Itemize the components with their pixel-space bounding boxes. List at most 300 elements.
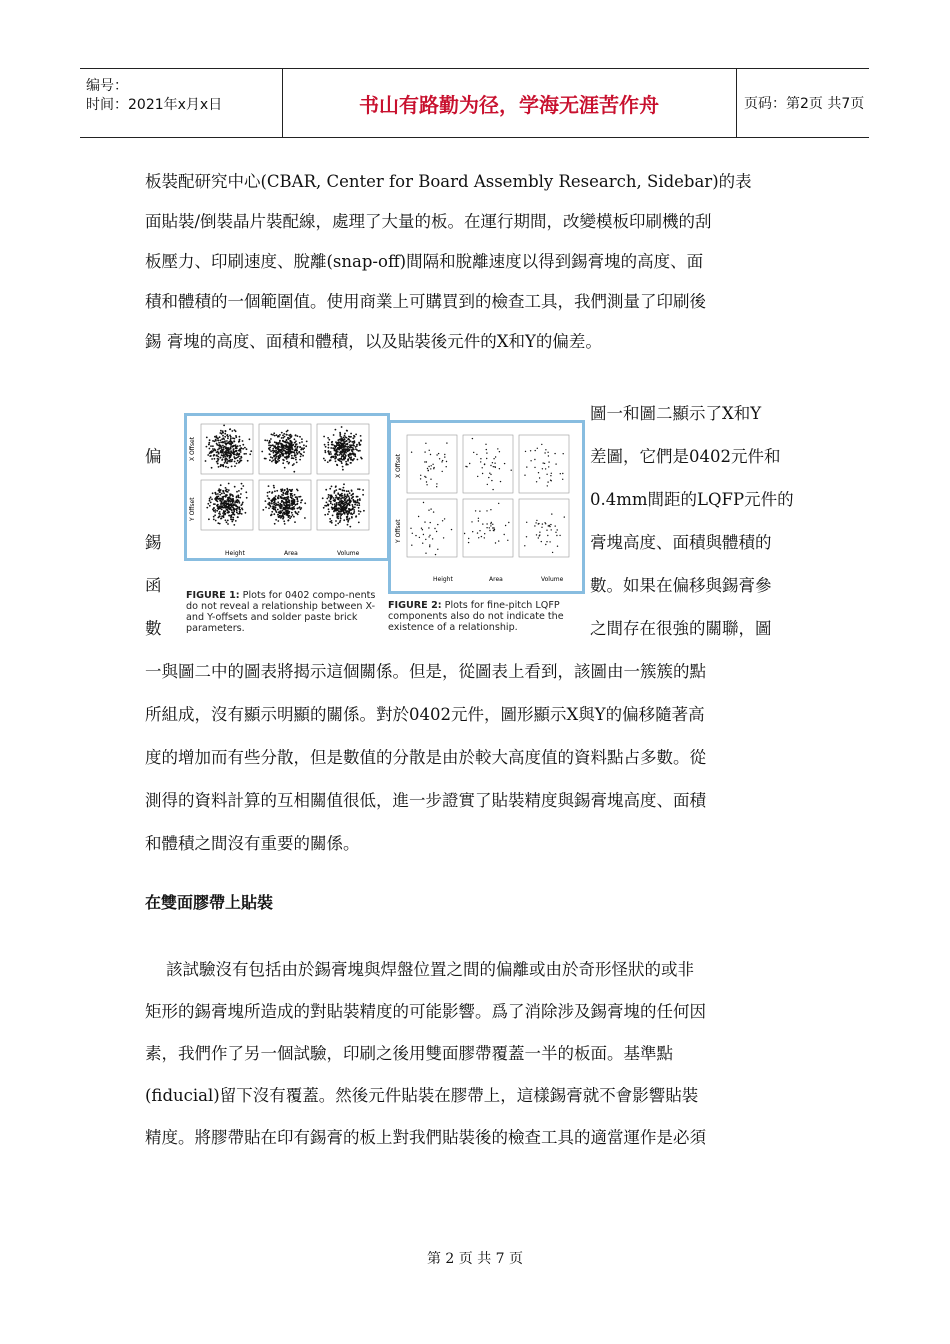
scatter-point xyxy=(214,514,216,516)
scatter-point xyxy=(545,544,546,545)
scatter-point xyxy=(358,504,360,506)
scatter-point xyxy=(274,435,276,437)
scatter-point xyxy=(240,493,242,495)
scatter-point xyxy=(289,500,291,502)
scatter-point xyxy=(231,430,233,432)
scatter-point xyxy=(223,492,225,494)
scatter-point xyxy=(285,507,287,509)
scatter-point xyxy=(288,455,290,457)
scatter-point xyxy=(242,502,244,504)
scatter-point xyxy=(237,516,239,518)
scatter-point xyxy=(287,457,289,459)
scatter-point xyxy=(292,514,294,516)
scatter-point xyxy=(344,438,346,440)
para1-line: 板壓力、印刷速度、脫離(snap-off)間隔和脫離速度以得到錫膏塊的高度、面 xyxy=(145,252,704,271)
scatter-point xyxy=(304,502,306,504)
scatter-point xyxy=(491,522,492,523)
page-info: 页码：第2页 共7页 xyxy=(744,96,865,112)
scatter-point xyxy=(347,444,349,446)
scatter-point xyxy=(350,436,352,438)
scatter-point xyxy=(295,448,297,450)
scatter-point xyxy=(477,532,478,533)
scatter-point xyxy=(240,504,242,506)
scatter-point xyxy=(436,454,437,455)
scatter-point xyxy=(420,475,421,476)
scatter-point xyxy=(546,474,547,475)
scatter-point xyxy=(336,516,338,518)
scatter-point xyxy=(295,444,297,446)
scatter-point xyxy=(286,458,288,460)
scatter-point xyxy=(538,537,539,538)
scatter-point xyxy=(427,468,428,469)
scatter-point xyxy=(230,515,232,517)
scatter-point xyxy=(293,502,295,504)
scatter-point xyxy=(275,519,277,521)
scatter-point xyxy=(430,454,431,455)
scatter-point xyxy=(341,443,343,445)
scatter-point xyxy=(434,528,435,529)
scatter-point xyxy=(227,442,229,444)
scatter-point xyxy=(544,452,545,453)
scatter-point xyxy=(499,468,500,469)
scatter-point xyxy=(227,520,229,522)
scatter-point xyxy=(481,536,482,537)
scatter-point xyxy=(492,527,493,528)
scatter-panel xyxy=(407,499,457,557)
scatter-point xyxy=(283,504,285,506)
scatter-point xyxy=(343,441,345,443)
scatter-point xyxy=(217,452,219,454)
scatter-point xyxy=(335,507,337,509)
scatter-point xyxy=(299,446,301,448)
scatter-point xyxy=(227,523,229,525)
scatter-point xyxy=(273,508,275,510)
scatter-point xyxy=(242,485,244,487)
scatter-point xyxy=(498,503,499,504)
scatter-point xyxy=(223,456,225,458)
scatter-point xyxy=(347,499,349,501)
scatter-point xyxy=(360,439,362,441)
scatter-point xyxy=(342,469,344,471)
scatter-point xyxy=(238,490,240,492)
scatter-point xyxy=(269,447,271,449)
scatter-point xyxy=(352,451,354,453)
scatter-point xyxy=(223,466,225,468)
scatter-point xyxy=(285,503,287,505)
scatter-point xyxy=(360,444,362,446)
scatter-point xyxy=(486,510,487,511)
scatter-point xyxy=(344,509,346,511)
scatter-panel xyxy=(407,435,457,493)
scatter-point xyxy=(426,481,427,482)
scatter-point xyxy=(208,442,210,444)
scatter-point xyxy=(328,504,330,506)
scatter-point xyxy=(281,510,283,512)
para2-left-char: 函 xyxy=(145,576,162,595)
scatter-point xyxy=(301,441,303,443)
scatter-point xyxy=(215,439,217,441)
scatter-point xyxy=(239,502,241,504)
scatter-point xyxy=(547,535,548,536)
scatter-point xyxy=(341,426,343,428)
scatter-point xyxy=(276,453,278,455)
scatter-point xyxy=(557,546,558,547)
scatter-point xyxy=(280,450,282,452)
scatter-point xyxy=(212,492,214,494)
scatter-point xyxy=(230,508,232,510)
scatter-point xyxy=(230,438,232,440)
scatter-point xyxy=(225,519,227,521)
scatter-point xyxy=(232,519,234,521)
scatter-point xyxy=(240,451,242,453)
scatter-point xyxy=(219,448,221,450)
para3-line: (fiducial)留下沒有覆蓋。然後元件貼裝在膠帶上，這樣錫膏就不會影響貼裝 xyxy=(145,1086,699,1105)
scatter-point xyxy=(429,535,430,536)
scatter-point xyxy=(215,509,217,511)
scatter-point xyxy=(358,442,360,444)
scatter-point xyxy=(345,461,347,463)
scatter-point xyxy=(240,447,242,449)
scatter-point xyxy=(542,468,543,469)
scatter-point xyxy=(468,542,469,543)
scatter-point xyxy=(295,440,297,442)
scatter-point xyxy=(230,450,232,452)
scatter-point xyxy=(341,462,343,464)
para2-left-char: 數 xyxy=(145,619,162,638)
scatter-point xyxy=(236,491,238,493)
scatter-point xyxy=(507,540,508,541)
scatter-point xyxy=(354,504,356,506)
scatter-point xyxy=(359,498,361,500)
scatter-point xyxy=(339,435,341,437)
scatter-point xyxy=(222,442,224,444)
scatter-point xyxy=(225,496,227,498)
scatter-point xyxy=(350,462,352,464)
scatter-point xyxy=(446,466,447,467)
scatter-point xyxy=(551,513,552,514)
scatter-point xyxy=(548,461,549,462)
scatter-point xyxy=(350,433,352,435)
scatter-point xyxy=(334,503,336,505)
scatter-point xyxy=(282,440,284,442)
scatter-point xyxy=(285,510,287,512)
time-label: 时间：2021年x月x日 xyxy=(86,97,223,113)
scatter-point xyxy=(306,441,308,443)
scatter-point xyxy=(329,488,331,490)
scatter-point xyxy=(359,488,361,490)
scatter-point xyxy=(211,467,213,469)
scatter-point xyxy=(267,492,269,494)
scatter-point xyxy=(362,494,364,496)
scatter-point xyxy=(269,453,271,455)
scatter-point xyxy=(269,491,271,493)
scatter-point xyxy=(327,442,329,444)
scatter-point xyxy=(221,438,223,440)
scatter-panel xyxy=(463,435,513,493)
scatter-point xyxy=(228,508,230,510)
scatter-point xyxy=(351,449,353,451)
scatter-point xyxy=(562,473,563,474)
scatter-point xyxy=(358,507,360,509)
scatter-point xyxy=(215,520,217,522)
scatter-point xyxy=(274,523,276,525)
scatter-point xyxy=(342,455,344,457)
scatter-point xyxy=(342,450,344,452)
scatter-point xyxy=(539,535,540,536)
scatter-point xyxy=(213,519,215,521)
scatter-point xyxy=(347,446,349,448)
scatter-point xyxy=(271,445,273,447)
scatter-point xyxy=(234,454,236,456)
scatter-point xyxy=(486,452,487,453)
scatter-point xyxy=(482,467,483,468)
scatter-point xyxy=(296,462,298,464)
scatter-point xyxy=(290,449,292,451)
scatter-point xyxy=(298,451,300,453)
scatter-point xyxy=(303,444,305,446)
scatter-point xyxy=(217,449,219,451)
scatter-point xyxy=(206,446,208,448)
scatter-point xyxy=(220,446,222,448)
scatter-point xyxy=(224,456,226,458)
scatter-point xyxy=(334,445,336,447)
scatter-point xyxy=(220,451,222,453)
scatter-point xyxy=(338,511,340,513)
scatter-point xyxy=(299,436,301,438)
scatter-point xyxy=(333,508,335,510)
scatter-point xyxy=(294,442,296,444)
scatter-point xyxy=(551,473,552,474)
scatter-point xyxy=(269,459,271,461)
scatter-point xyxy=(268,444,270,446)
scatter-point xyxy=(480,461,481,462)
scatter-point xyxy=(286,434,288,436)
scatter-point xyxy=(346,490,348,492)
scatter-point xyxy=(545,468,546,469)
scatter-point xyxy=(547,452,548,453)
scatter-point xyxy=(327,437,329,439)
scatter-point xyxy=(267,495,269,497)
scatter-point xyxy=(541,527,542,528)
scatter-point xyxy=(334,509,336,511)
scatter-point xyxy=(285,513,287,515)
figure-2-caption xyxy=(388,600,588,633)
scatter-point xyxy=(546,541,547,542)
para2-line: 所組成，沒有顯示明顯的關係。對於0402元件，圖形顯示X與Y的偏移隨著高 xyxy=(145,705,705,724)
scatter-point xyxy=(226,508,228,510)
scatter-point xyxy=(344,433,346,435)
scatter-point xyxy=(347,495,349,497)
scatter-point xyxy=(276,447,278,449)
scatter-point xyxy=(211,498,213,500)
scatter-point xyxy=(337,523,339,525)
scatter-point xyxy=(297,435,299,437)
scatter-point xyxy=(552,552,553,553)
scatter-point xyxy=(360,457,362,459)
scatter-point xyxy=(343,505,345,507)
scatter-point xyxy=(225,430,227,432)
number-label: 编号： xyxy=(86,78,128,94)
scatter-point xyxy=(290,434,292,436)
scatter-point xyxy=(343,512,345,514)
scatter-point xyxy=(335,485,337,487)
scatter-point xyxy=(300,508,302,510)
scatter-point xyxy=(343,437,345,439)
scatter-point xyxy=(442,460,443,461)
scatter-point xyxy=(428,466,429,467)
scatter-point xyxy=(429,450,430,451)
scatter-point xyxy=(241,483,243,485)
scatter-point xyxy=(484,537,485,538)
scatter-point xyxy=(548,525,549,526)
scatter-point xyxy=(214,511,216,513)
scatter-point xyxy=(227,448,229,450)
scatter-point xyxy=(446,442,447,443)
scatter-point xyxy=(275,451,277,453)
scatter-point xyxy=(223,510,225,512)
scatter-point xyxy=(286,499,288,501)
figure-1-caption-head: FIGURE 1: xyxy=(186,590,240,601)
scatter-point xyxy=(493,458,494,459)
scatter-point xyxy=(489,527,490,528)
scatter-point xyxy=(425,477,426,478)
scatter-point xyxy=(242,440,244,442)
scatter-point xyxy=(358,510,360,512)
scatter-point xyxy=(424,521,425,522)
scatter-point xyxy=(296,499,298,501)
scatter-point xyxy=(236,446,238,448)
scatter-point xyxy=(231,504,233,506)
scatter-point xyxy=(493,530,494,531)
scatter-point xyxy=(356,502,358,504)
scatter-point xyxy=(284,502,286,504)
scatter-point xyxy=(348,512,350,514)
scatter-point xyxy=(279,434,281,436)
scatter-point xyxy=(214,454,216,456)
scatter-point xyxy=(478,518,479,519)
scatter-point xyxy=(504,463,505,464)
scatter-point xyxy=(328,447,330,449)
scatter-point xyxy=(239,497,241,499)
fig2-ylabel: X Offset xyxy=(395,453,402,478)
scatter-point xyxy=(294,455,296,457)
scatter-point xyxy=(551,480,552,481)
scatter-point xyxy=(277,520,279,522)
scatter-point xyxy=(328,508,330,510)
scatter-point xyxy=(422,543,423,544)
scatter-point xyxy=(296,449,298,451)
scatter-point xyxy=(237,495,239,497)
para2-right-line: 數。如果在偏移與錫膏參 xyxy=(590,576,772,595)
scatter-point xyxy=(297,490,299,492)
scatter-point xyxy=(419,537,420,538)
scatter-point xyxy=(431,465,432,466)
scatter-point xyxy=(230,441,232,443)
scatter-point xyxy=(360,435,362,437)
scatter-point xyxy=(341,452,343,454)
scatter-point xyxy=(346,440,348,442)
scatter-point xyxy=(233,524,235,526)
scatter-point xyxy=(339,448,341,450)
scatter-point xyxy=(281,452,283,454)
scatter-point xyxy=(429,544,430,545)
figure-2-caption-text: Plots for fine-pitch LQFP components also do not indicate the existence of a relationship. xyxy=(388,600,564,633)
scatter-point xyxy=(281,437,283,439)
page-header xyxy=(80,68,869,138)
scatter-point xyxy=(363,510,365,512)
scatter-point xyxy=(556,535,557,536)
scatter-point xyxy=(343,487,345,489)
scatter-point xyxy=(290,508,292,510)
scatter-point xyxy=(268,504,270,506)
scatter-point xyxy=(302,455,304,457)
scatter-point xyxy=(217,456,219,458)
scatter-point xyxy=(301,454,303,456)
scatter-point xyxy=(241,513,243,515)
scatter-point xyxy=(278,511,280,513)
scatter-point xyxy=(343,443,345,445)
scatter-point xyxy=(331,456,333,458)
scatter-point xyxy=(217,437,219,439)
scatter-point xyxy=(486,458,487,459)
scatter-point xyxy=(225,466,227,468)
scatter-point xyxy=(226,489,228,491)
scatter-point xyxy=(245,491,247,493)
scatter-point xyxy=(239,439,241,441)
scatter-point xyxy=(442,471,443,472)
scatter-point xyxy=(237,513,239,515)
scatter-point xyxy=(349,502,351,504)
scatter-point xyxy=(289,451,291,453)
figure-1-caption-text: Plots for 0402 compo-nents do not reveal a relationship between X- and Y-offsets and solder paste brick parameters. xyxy=(186,590,376,634)
scatter-point xyxy=(360,511,362,513)
para2-left-char: 錫 xyxy=(145,533,162,552)
scatter-point xyxy=(227,462,229,464)
scatter-point xyxy=(236,452,238,454)
scatter-point xyxy=(210,496,212,498)
scatter-point xyxy=(478,537,479,538)
scatter-point xyxy=(270,438,272,440)
scatter-point xyxy=(493,527,494,528)
scatter-point xyxy=(209,448,211,450)
scatter-point xyxy=(227,497,229,499)
scatter-point xyxy=(262,509,264,511)
scatter-point xyxy=(357,499,359,501)
scatter-point xyxy=(284,467,286,469)
scatter-point xyxy=(300,456,302,458)
scatter-point xyxy=(214,492,216,494)
scatter-point xyxy=(323,436,325,438)
scatter-point xyxy=(550,475,551,476)
scatter-point xyxy=(241,507,243,509)
scatter-point xyxy=(349,492,351,494)
scatter-point xyxy=(216,510,218,512)
scatter-point xyxy=(332,515,334,517)
scatter-point xyxy=(326,498,328,500)
scatter-point xyxy=(217,517,219,519)
scatter-point xyxy=(563,453,564,454)
scatter-point xyxy=(279,440,281,442)
scatter-point xyxy=(426,484,427,485)
scatter-point xyxy=(274,502,276,504)
scatter-point xyxy=(340,501,342,503)
scatter-point xyxy=(353,435,355,437)
scatter-point xyxy=(304,517,306,519)
scatter-point xyxy=(345,452,347,454)
scatter-point xyxy=(544,522,545,523)
para2-right-line: 差圖，它們是0402元件和 xyxy=(590,447,781,466)
scatter-point xyxy=(330,451,332,453)
